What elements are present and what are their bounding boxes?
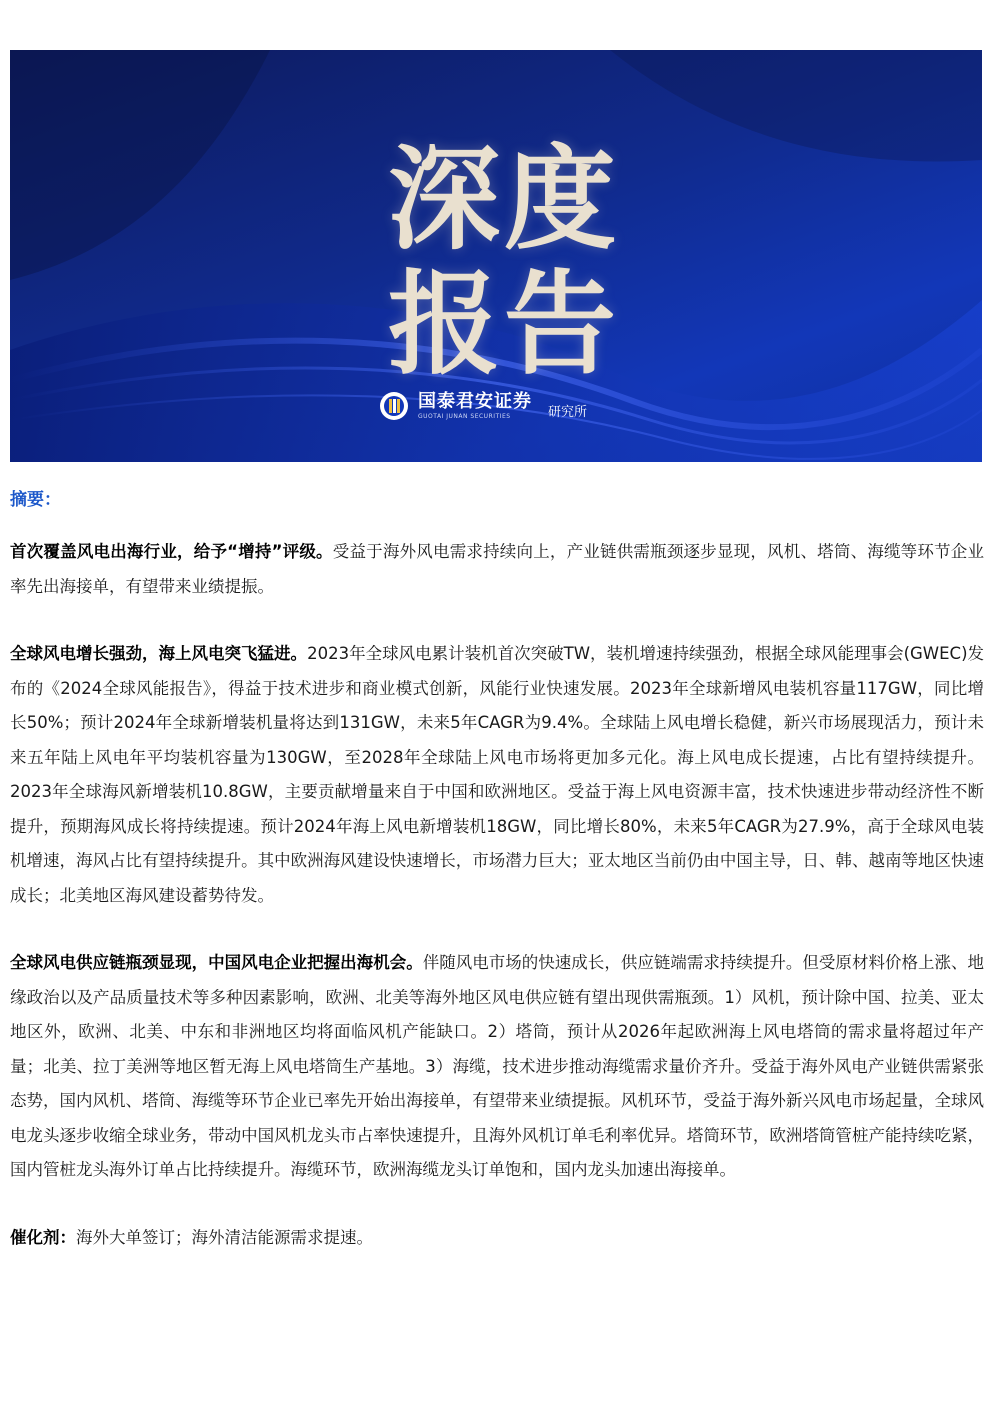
paragraph-rating [10, 535, 984, 604]
paragraph-lead: 全球风电增长强劲，海上风电突飞猛进。 [10, 644, 308, 663]
brand-department: 研究所 [548, 404, 588, 420]
paragraph-supply-chain [10, 946, 984, 1188]
paragraph-lead: 全球风电供应链瓶颈显现，中国风电企业把握出海机会。 [10, 953, 423, 972]
banner-title-line1: 深度 [388, 134, 620, 265]
brand-block [378, 390, 587, 422]
paragraph-body: 伴随风电市场的快速成长，供应链端需求持续提升。但受原材料价格上涨、地缘政治以及产品质量技术等多种因素影响，欧洲、北美等海外地区风电供应链有望出现供需瓶颈。1）风机，预计除中国、拉美、亚太地区外，欧洲、北美、中东和非洲地区均将面临风机产能缺口。2）塔筒，预计从2026年起欧洲海上风电塔筒的需求量将超过年产量；北美、拉丁美洲等地区暂无海上风电塔筒生产基地。3）海缆，技术进步推动海缆需求量价齐升。受益于海外风电产业链供需紧张态势，国内风机、塔筒、海缆等环节企业已率先开始出海接单，有望带来业绩提振。风机环节，受益于海外新兴风电市场起量，全球风电龙头逐步收缩全球业务，带动中国风机龙头市占率快速提升，且海外风机订单毛利率优异。塔筒环节，欧洲塔筒管桩产能持续吃紧，国内管桩龙头海外订单占比持续提升。海缆环节，欧洲海缆龙头订单饱和，国内龙头加速出海接单。 [10, 953, 985, 1179]
abstract-heading: 摘要： [10, 490, 61, 510]
paragraph-body: 受益于海外风电需求持续向上，产业链供需瓶颈逐步显现，风机、塔筒、海缆等环节企业率先出海接单，有望带来业绩提振。 [10, 542, 984, 596]
paragraph-lead: 催化剂： [10, 1227, 76, 1247]
company-logo-icon [378, 390, 410, 422]
abstract-section [10, 483, 984, 1288]
cover-banner [10, 50, 982, 462]
paragraph-body: 海外大单签订；海外清洁能源需求提速。 [76, 1227, 373, 1247]
paragraph-catalyst [10, 1221, 984, 1256]
brand-subtitle: GUOTAI JUNAN SECURITIES [418, 412, 511, 420]
banner-title-line2: 报告 [388, 259, 620, 390]
paragraph-body: 2023年全球风电累计装机首次突破TW，装机增速持续强劲，根据全球风能理事会(GWEC)发布的《2024全球风能报告》，得益于技术进步和商业模式创新，风能行业快速发展。2023年全球新增风电装机容量117GW，同比增长50%；预计2024年全球新增装机量将达到131GW，未来5年CAGR为9.4%。全球陆上风电增长稳健，新兴市场展现活力，预计未来五年陆上风电年平均装机容量为130GW，至2028年全球陆上风电市场将更加多元化。海上风电成长提速，占比有望持续提升。2023年全球海风新增装机10.8GW，主要贡献增量来自于中国和欧洲地区。受益于海上风电资源丰富，技术快速进步带动经济性不断提升，预期海风成长将持续提速。预计2024年海上风电新增装机18GW，同比增长80%，未来5年CAGR为27.9%，高于全球风电装机增速，海风占比有望持续提升。其中欧洲海风建设快速增长，市场潜力巨大；亚太地区当前仍由中国主导，日、韩、越南等地区快速成长；北美地区海风建设蓄势待发。 [10, 644, 985, 905]
paragraph-lead: 首次覆盖风电出海行业，给予“增持”评级。 [10, 542, 333, 561]
brand-name: 国泰君安证券 [418, 390, 532, 412]
paragraph-global-growth [10, 637, 984, 913]
